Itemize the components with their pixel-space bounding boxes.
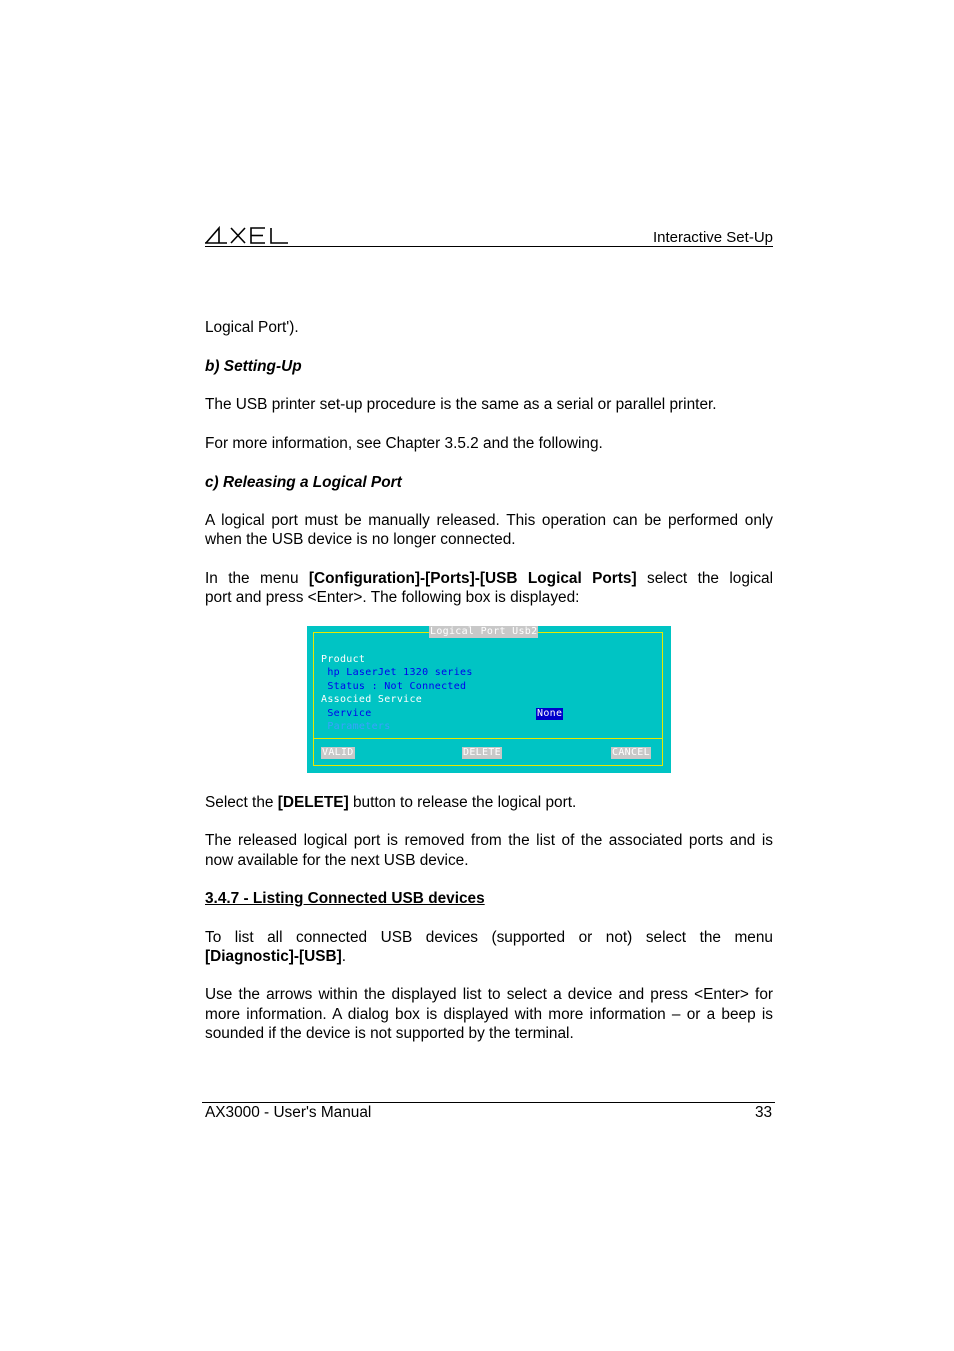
select-text-pre: Select the (205, 794, 278, 811)
paragraph-arrows-line3: sounded if the device is not supported by the terminal. (205, 1025, 574, 1042)
paragraph-removed-line1: The released logical port is removed from the list of the associated ports and is (205, 832, 773, 849)
paragraph-list-line2 (205, 947, 773, 967)
service-value-selected[interactable]: None (537, 708, 563, 719)
menu-text-pre: In the menu (205, 570, 309, 587)
service-label[interactable]: Service (321, 708, 372, 719)
footer-page-number: 33 (755, 1104, 773, 1121)
paragraph-arrows-line1: Use the arrows within the displayed list to select a device and press <Enter> for (205, 986, 773, 1003)
cancel-button[interactable]: CANCEL (612, 747, 650, 758)
axel-logo-icon (205, 226, 289, 244)
footer-manual-title: AX3000 - User's Manual (205, 1104, 372, 1121)
paragraph-select-delete (205, 793, 773, 813)
select-text-post: button to release the logical port. (348, 794, 577, 811)
diagnostic-usb-menu: [Diagnostic]-[USB] (205, 948, 342, 965)
paragraph-arrows-line2: more information. A dialog box is displayed with more information – or a beep is (205, 1006, 773, 1023)
paragraph-release-line2: when the USB device is no longer connected. (205, 531, 516, 548)
paragraph-list-line1: To list all connected USB devices (supported or not) select the menu (205, 929, 773, 946)
header-section-title: Interactive Set-Up (652, 229, 773, 246)
delete-button[interactable]: DELETE (463, 747, 501, 758)
paragraph-menu-line2: port and press <Enter>. The following box is displayed: (205, 589, 580, 606)
continuation-text: Logical Port'). (205, 319, 299, 336)
product-label: Product (321, 654, 366, 665)
associated-service-label: Associed Service (321, 694, 423, 705)
status-text: Status : Not Connected (321, 681, 467, 692)
paragraph-removed-line2: now available for the next USB device. (205, 852, 469, 869)
paragraph-release-line1: A logical port must be manually released. This operation can be performed only (205, 512, 773, 529)
parameters-label[interactable]: Parameters (321, 721, 391, 732)
section-heading-3-4-7: 3.4.7 - Listing Connected USB devices (205, 890, 485, 907)
subheading-releasing: c) Releasing a Logical Port (205, 474, 402, 491)
list-period: . (341, 948, 347, 965)
delete-keyword: [DELETE] (277, 794, 349, 811)
subheading-setting-up: b) Setting-Up (205, 358, 302, 375)
paragraph-more-info: For more information, see Chapter 3.5.2 and the following. (205, 435, 603, 452)
menu-text-post: select the logical (636, 570, 774, 587)
paragraph-menu-line1 (205, 569, 773, 589)
terminal-dialog-logical-port (307, 626, 671, 773)
valid-button[interactable]: VALID (322, 747, 354, 758)
terminal-title: Logical Port Usb2 (430, 626, 538, 637)
footer-rule (202, 1102, 775, 1103)
terminal-divider (313, 738, 663, 739)
product-name: hp LaserJet 1320 series (321, 667, 473, 678)
menu-path-configuration: [Configuration]-[Ports]-[USB Logical Ports] (308, 570, 637, 587)
paragraph-setup: The USB printer set-up procedure is the same as a serial or parallel printer. (205, 396, 717, 413)
page-header (205, 224, 773, 247)
